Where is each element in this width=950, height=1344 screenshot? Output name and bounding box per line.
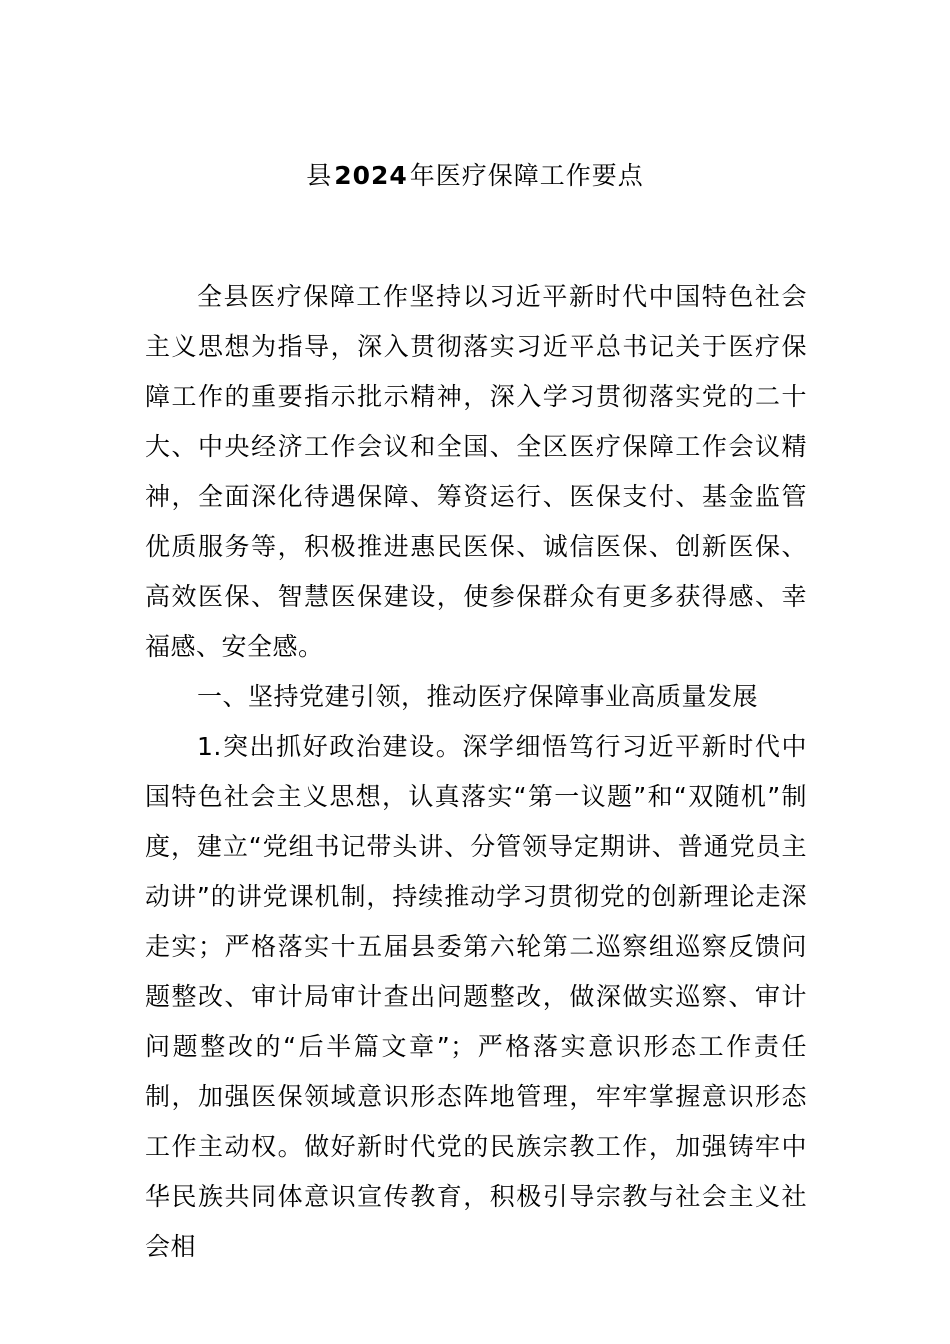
title-prefix: 县 (306, 161, 333, 190)
section-heading: 一、坚持党建引领，推动医疗保障事业高质量发展 (197, 682, 759, 711)
item-paragraph: 1.突出抓好政治建设。深学细悟笃行习近平新时代中国特色社会主义思想，认真落实“第一议题”和“双随机”制度，建立“党组书记带头讲、分管领导定期讲、普通党员主动讲”的讲党课机制，持续推动学习贯彻党的创新理论走深走实；严格落实十五届县委第六轮第二巡察组巡察反馈问题整改、审计局审计查出问题整改，做深做实巡察、审计问题整改的“后半篇文章”；严格落实意识形态工作责任制，加强医保领域意识形态阵地管理，牢牢掌握意识形态工作主动权。做好新时代党的民族宗教工作，加强铸牢中华民族共同体意识宣传教育，积极引导宗教与社会主义社会相 (145, 732, 807, 1261)
document-body (145, 272, 807, 1272)
title-suffix: 年医疗保障工作要点 (409, 161, 644, 190)
title-year: 2024 (334, 161, 408, 190)
intro-paragraph: 全县医疗保障工作坚持以习近平新时代中国特色社会主义思想为指导，深入贯彻落实习近平总书记关于医疗保障工作的重要指示批示精神，深入学习贯彻落实党的二十大、中央经济工作会议和全国、全区医疗保障工作会议精神，全面深化待遇保障、筹资运行、医保支付、基金监管优质服务等，积极推进惠民医保、诚信医保、创新医保、高效医保、智慧医保建设，使参保群众有更多获得感、幸福感、安全感。 (145, 282, 807, 661)
document-title (0, 158, 950, 194)
